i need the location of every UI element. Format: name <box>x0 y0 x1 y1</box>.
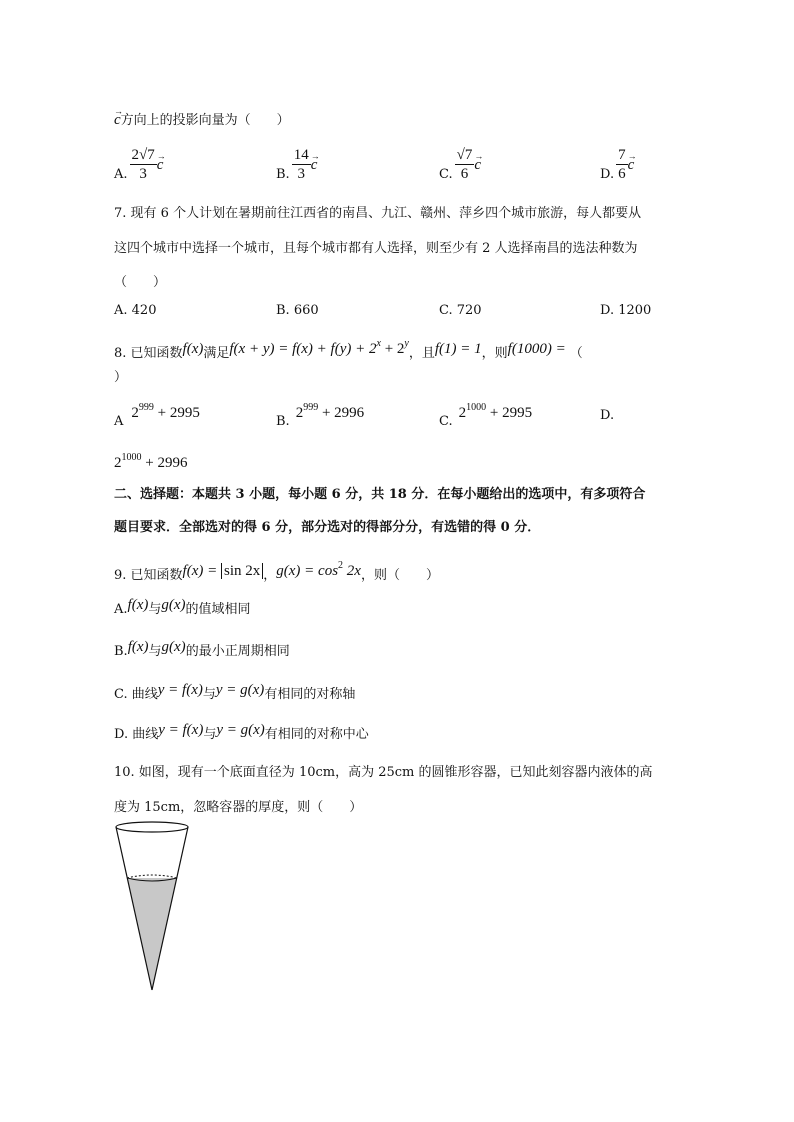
q9-option-a[interactable]: A.f(x)与g(x)的值域相同 <box>114 597 251 617</box>
q7-option-a[interactable]: A. 420 <box>114 303 157 318</box>
q8-paren-close: ） <box>114 370 128 385</box>
q7-line2: 这四个城市中选择一个城市，且每个城市都有人选择，则至少有 2 人选择南昌的选法种数为 <box>114 241 638 256</box>
q8-f1: f(1) = 1 <box>434 341 482 357</box>
fraction: $\frac{7}{6}$ <box>618 147 626 182</box>
q8-option-d-letter[interactable]: D. <box>600 408 615 423</box>
q8-comma: ，且 <box>408 346 435 361</box>
q8-option-c[interactable]: $C.2^{1000} + 2995$ <box>439 402 533 429</box>
vector-c: → c <box>474 157 481 173</box>
option-letter: B. <box>276 167 290 182</box>
q7-line3: （ ） <box>114 275 167 290</box>
q8-paren-open: （ <box>569 346 583 361</box>
q6-option-a[interactable] <box>114 146 163 183</box>
cone-container-figure <box>112 818 192 998</box>
section2-line2: 题目要求．全部选对的得 6 分，部分选对的得部分分，有选错的得 0 分． <box>114 520 541 535</box>
q8-option-d-value[interactable]: $2^{1000} + 2996$ <box>114 452 188 471</box>
q8-f1000: f(1000) = <box>507 341 566 357</box>
fraction: $\frac{√7}{6}$ <box>456 147 473 182</box>
q7-line1: 7. 现有 6 个人计划在暑期前往江西省的南昌、九江、赣州、萍乡四个城市旅游，每人都要从 <box>114 206 642 221</box>
q8-prefix: 8. 已知函数 <box>114 346 183 361</box>
cone-top-rim <box>116 822 188 832</box>
q7-option-d[interactable]: D. 1200 <box>600 303 652 318</box>
q7-option-c[interactable]: C. 720 <box>439 303 482 318</box>
option-letter: C. <box>439 167 453 182</box>
vector-c: → c <box>628 157 635 173</box>
q8-fx: f(x) <box>182 341 204 357</box>
q6-option-d[interactable] <box>600 146 634 183</box>
q8-equation: $f(x + y) = f(x) + f(y) + 2^x + 2^y$ <box>229 338 409 357</box>
q6-option-c[interactable] <box>439 146 481 183</box>
q9-option-b[interactable]: B.f(x)与g(x)的最小正周期相同 <box>114 639 290 659</box>
q8-then: ，则 <box>481 346 508 361</box>
liquid-surface-back <box>127 875 177 878</box>
q7-option-b[interactable]: B. 660 <box>276 303 319 318</box>
q8-line1 <box>114 340 583 362</box>
fraction: $\frac{2√7}{3}$ <box>131 147 155 182</box>
q10-line1: 10. 如图，现有一个底面直径为 10cm，高为 25cm 的圆锥形容器，已知此刻容器内液体的高 <box>114 765 653 780</box>
q8-option-a[interactable]: $A2^{999} + 2995$ <box>114 402 200 429</box>
vector-c: → c <box>311 157 318 173</box>
q9-stem: 9. 已知函数f(x) = sin 2x ，$g(x) = \cos^2 2x$，则（ ） <box>114 560 439 583</box>
q6-tail-text: 方向上的投影向量为（ ） <box>120 113 290 128</box>
option-letter: A. <box>114 167 128 182</box>
fraction: $\frac{14}{3}$ <box>293 147 309 182</box>
q10-line2: 度为 15cm，忽略容器的厚度，则（ ） <box>114 800 363 815</box>
q6-tail-line <box>114 112 290 129</box>
q8-satisfies: 满足 <box>203 346 230 361</box>
q9-option-c[interactable]: C. 曲线y = f(x)与y = g(x)有相同的对称轴 <box>114 682 356 702</box>
vector-c: → c <box>157 157 164 173</box>
q8-option-b[interactable]: $B.2^{999} + 2996$ <box>276 402 365 429</box>
option-letter: D. <box>600 167 615 182</box>
cone-liquid <box>127 878 177 990</box>
section2-line1: 二、选择题：本题共 3 小题，每小题 6 分，共 18 分．在每小题给出的选项中，有多项符合 <box>114 487 646 502</box>
q9-option-d[interactable]: D. 曲线y = f(x)与y = g(x)有相同的对称中心 <box>114 722 369 742</box>
vector-c: → c <box>114 112 121 128</box>
q6-option-b[interactable] <box>276 146 317 183</box>
